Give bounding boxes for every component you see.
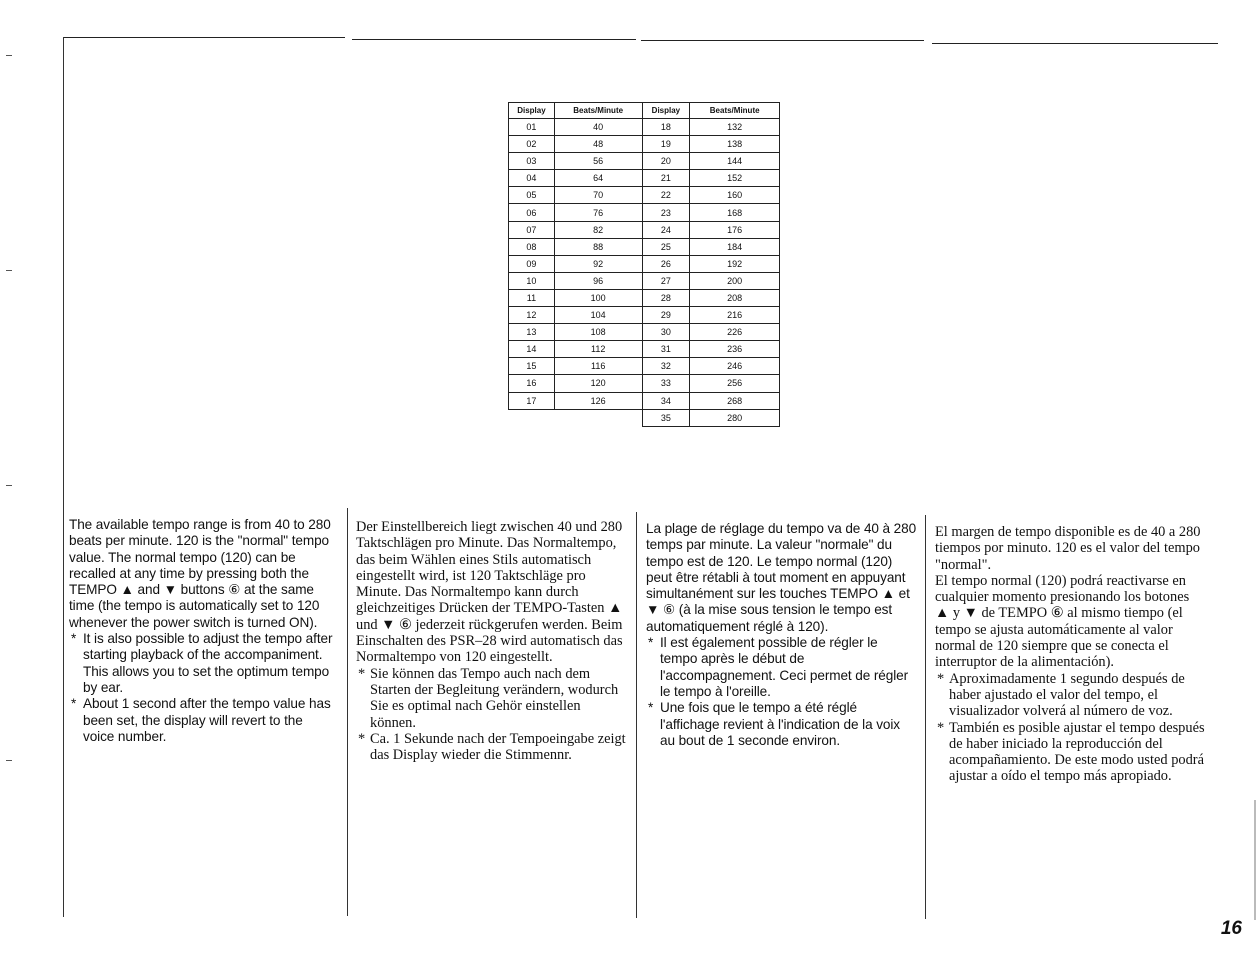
display-cell: 24 bbox=[642, 221, 690, 238]
english-bullet bbox=[69, 696, 337, 745]
bullet-star: * bbox=[71, 696, 77, 712]
beats-cell: 268 bbox=[690, 392, 780, 409]
french-intro: La plage de réglage du tempo va de 40 à 280 temps par minute. La valeur "normale" du tempo est de 120. Le tempo normal (120) peut être rétabli à tout moment en appuyant simultanément sur les touches TEMPO ▲ et ▼ ⑥ (à la mise sous tension le tempo est automatiquement réglé à 120). bbox=[646, 521, 917, 634]
beats-cell: 96 bbox=[554, 272, 642, 289]
table-row bbox=[509, 153, 780, 170]
table-row bbox=[509, 392, 780, 409]
beats-cell: 70 bbox=[554, 187, 642, 204]
display-cell: 05 bbox=[509, 187, 555, 204]
beats-cell: 168 bbox=[690, 204, 780, 221]
beats-cell: 116 bbox=[554, 358, 642, 375]
german-bullet-text: Sie können das Tempo auch nach dem Starten der Begleitung verändern, wodurch Sie es optimal nach Gehör einstellen können. bbox=[370, 665, 619, 731]
display-cell: 30 bbox=[642, 324, 690, 341]
top-rule-4 bbox=[932, 43, 1218, 44]
table-row bbox=[509, 409, 780, 426]
display-cell: 34 bbox=[642, 392, 690, 409]
display-cell: 10 bbox=[509, 272, 555, 289]
display-cell: 29 bbox=[642, 307, 690, 324]
bullet-star: * bbox=[648, 700, 654, 716]
top-rule-2 bbox=[352, 39, 636, 40]
display-cell: 04 bbox=[509, 170, 555, 187]
table-row bbox=[509, 204, 780, 221]
spanish-bullet-text: Aproximadamente 1 segundo después de haber ajustado el valor del tempo, el visualizador volverá al número de voz. bbox=[949, 670, 1185, 720]
display-cell: 12 bbox=[509, 307, 555, 324]
beats-cell: 246 bbox=[690, 358, 780, 375]
table-row bbox=[509, 307, 780, 324]
beats-cell: 184 bbox=[690, 238, 780, 255]
beats-cell: 160 bbox=[690, 187, 780, 204]
top-rule-1 bbox=[63, 37, 345, 38]
display-cell: 28 bbox=[642, 289, 690, 306]
bullet-star: * bbox=[937, 670, 945, 687]
beats-cell: 138 bbox=[690, 136, 780, 153]
display-cell: 15 bbox=[509, 358, 555, 375]
beats-cell: 200 bbox=[690, 272, 780, 289]
column-divider-left bbox=[63, 37, 64, 917]
table-row bbox=[509, 238, 780, 255]
table-row bbox=[509, 221, 780, 238]
margin-mark bbox=[6, 485, 12, 486]
beats-cell: 192 bbox=[690, 255, 780, 272]
display-cell: 27 bbox=[642, 272, 690, 289]
beats-cell: 226 bbox=[690, 324, 780, 341]
beats-cell: 104 bbox=[554, 307, 642, 324]
display-cell: 07 bbox=[509, 221, 555, 238]
beats-cell: 88 bbox=[554, 238, 642, 255]
beats-cell: 208 bbox=[690, 289, 780, 306]
french-bullet-text: Une fois que le tempo a été réglé l'affichage revient à l'indication de la voix au bout de 1 seconde environ. bbox=[660, 700, 900, 748]
display-cell: 20 bbox=[642, 153, 690, 170]
table-row bbox=[509, 170, 780, 187]
french-column bbox=[646, 521, 918, 749]
spanish-column bbox=[935, 524, 1207, 785]
display-cell: 08 bbox=[509, 238, 555, 255]
display-cell: 32 bbox=[642, 358, 690, 375]
beats-cell: 112 bbox=[554, 341, 642, 358]
display-cell: 16 bbox=[509, 375, 555, 392]
table-row bbox=[509, 324, 780, 341]
english-bullet bbox=[69, 631, 337, 696]
column-divider-2 bbox=[636, 512, 637, 918]
beats-cell: 132 bbox=[690, 119, 780, 136]
display-cell: 25 bbox=[642, 238, 690, 255]
table-row bbox=[509, 289, 780, 306]
display-cell: 31 bbox=[642, 341, 690, 358]
french-bullet bbox=[646, 700, 918, 749]
display-cell: 14 bbox=[509, 341, 555, 358]
display-cell: 17 bbox=[509, 392, 555, 409]
header-beats-minute: Beats/Minute bbox=[690, 103, 780, 119]
display-cell: 01 bbox=[509, 119, 555, 136]
display-cell: 02 bbox=[509, 136, 555, 153]
table-body bbox=[509, 119, 780, 427]
bullet-star: * bbox=[358, 665, 366, 682]
beats-cell: 56 bbox=[554, 153, 642, 170]
french-bullet bbox=[646, 635, 918, 700]
german-bullet-text: Ca. 1 Sekunde nach der Tempoeingabe zeigt das Display wieder die Stimmennr. bbox=[370, 730, 626, 764]
header-display: Display bbox=[509, 103, 555, 119]
display-cell: 18 bbox=[642, 119, 690, 136]
beats-cell: 48 bbox=[554, 136, 642, 153]
display-cell: 35 bbox=[642, 409, 690, 426]
spanish-bullet bbox=[935, 720, 1207, 785]
beats-cell: 256 bbox=[690, 375, 780, 392]
beats-cell: 152 bbox=[690, 170, 780, 187]
english-intro: The available tempo range is from 40 to 280 beats per minute. 120 is the "normal" tempo value. The normal tempo (120) can be recalled at any time by pressing both the TEMPO ▲ and ▼ buttons ⑥ at the same time (the tempo is automatically set to 120 whenever the power switch is turned ON). bbox=[69, 517, 331, 630]
table-header-row bbox=[509, 103, 780, 119]
header-beats-minute: Beats/Minute bbox=[554, 103, 642, 119]
german-intro: Der Einstellbereich liegt zwischen 40 und 280 Taktschlägen pro Minute. Das Normaltempo, das beim Wählen eines Stils automatisch eingestellt wird, ist 120 Taktschläge pro Minute. Das Normaltempo kann durch gleichzeitiges Drücken der TEMPO-Tasten ▲ und ▼ ⑥ jederzeit rückgerufen werden. Beim Einschalten des PSR–28 wird automatisch das Normaltempo von 120 eingestellt. bbox=[356, 519, 623, 666]
english-column bbox=[69, 517, 337, 745]
beats-cell: 126 bbox=[554, 392, 642, 409]
table-row bbox=[509, 187, 780, 204]
display-cell: 26 bbox=[642, 255, 690, 272]
spanish-intro-2: El tempo normal (120) podrá reactivarse en cualquier momento presionando los botones ▲ y ▼ de TEMPO ⑥ al mismo tiempo (el tempo se ajusta automáticamente al valor normal de 120 siempre que se conecta el interruptor de la alimentación). bbox=[935, 572, 1190, 671]
beats-cell: 100 bbox=[554, 289, 642, 306]
top-rule-3 bbox=[641, 40, 924, 41]
table-row bbox=[509, 272, 780, 289]
bullet-star: * bbox=[71, 631, 77, 647]
bullet-star: * bbox=[358, 730, 366, 747]
beats-cell: 144 bbox=[690, 153, 780, 170]
beats-cell: 236 bbox=[690, 341, 780, 358]
margin-mark bbox=[6, 55, 12, 56]
beats-cell: 120 bbox=[554, 375, 642, 392]
beats-cell: 176 bbox=[690, 221, 780, 238]
table-row bbox=[509, 375, 780, 392]
french-bullet-text: Il est également possible de régler le tempo après le début de l'accompagnement. Ceci permet de régler le tempo à l'oreille. bbox=[660, 635, 909, 699]
beats-cell: 216 bbox=[690, 307, 780, 324]
beats-cell: 108 bbox=[554, 324, 642, 341]
display-cell: 21 bbox=[642, 170, 690, 187]
beats-cell: 92 bbox=[554, 255, 642, 272]
header-display: Display bbox=[642, 103, 690, 119]
spanish-bullet bbox=[935, 671, 1207, 720]
german-bullet bbox=[356, 666, 628, 731]
bullet-star: * bbox=[648, 635, 654, 651]
margin-mark bbox=[6, 760, 12, 761]
table-row bbox=[509, 358, 780, 375]
page-number: 16 bbox=[1220, 918, 1242, 939]
spanish-bullet-text: También es posible ajustar el tempo después de haber iniciado la reproducción del acompañamiento. De este modo usted podrá ajustar a oído el tempo más apropiado. bbox=[949, 719, 1205, 785]
column-divider-1 bbox=[347, 508, 348, 916]
display-cell: 33 bbox=[642, 375, 690, 392]
display-cell: 22 bbox=[642, 187, 690, 204]
german-bullet bbox=[356, 731, 628, 764]
margin-mark bbox=[6, 270, 12, 271]
table-row bbox=[509, 255, 780, 272]
bullet-star: * bbox=[937, 719, 945, 736]
table-row bbox=[509, 136, 780, 153]
beats-cell: 64 bbox=[554, 170, 642, 187]
display-cell: 06 bbox=[509, 204, 555, 221]
display-cell: 11 bbox=[509, 289, 555, 306]
table-row bbox=[509, 119, 780, 136]
beats-cell: 280 bbox=[690, 409, 780, 426]
display-cell: 19 bbox=[642, 136, 690, 153]
beats-cell: 82 bbox=[554, 221, 642, 238]
spanish-intro: El margen de tempo disponible es de 40 a 280 tiempos por minuto. 120 es el valor del tempo "normal". bbox=[935, 524, 1201, 573]
beats-cell: 40 bbox=[554, 119, 642, 136]
display-cell: 09 bbox=[509, 255, 555, 272]
beats-cell: 76 bbox=[554, 204, 642, 221]
display-cell: 13 bbox=[509, 324, 555, 341]
column-divider-3 bbox=[925, 515, 926, 919]
table-row bbox=[509, 341, 780, 358]
english-bullet-text: About 1 second after the tempo value has been set, the display will revert to the voice number. bbox=[83, 696, 331, 744]
tempo-table bbox=[508, 102, 780, 427]
display-cell: 03 bbox=[509, 153, 555, 170]
page-edge bbox=[1254, 800, 1256, 920]
display-cell: 23 bbox=[642, 204, 690, 221]
german-column bbox=[356, 519, 628, 763]
english-bullet-text: It is also possible to adjust the tempo after starting playback of the accompaniment. This allows you to set the optimum tempo by ear. bbox=[83, 631, 333, 695]
empty-cell bbox=[509, 409, 555, 426]
empty-cell bbox=[554, 409, 642, 426]
